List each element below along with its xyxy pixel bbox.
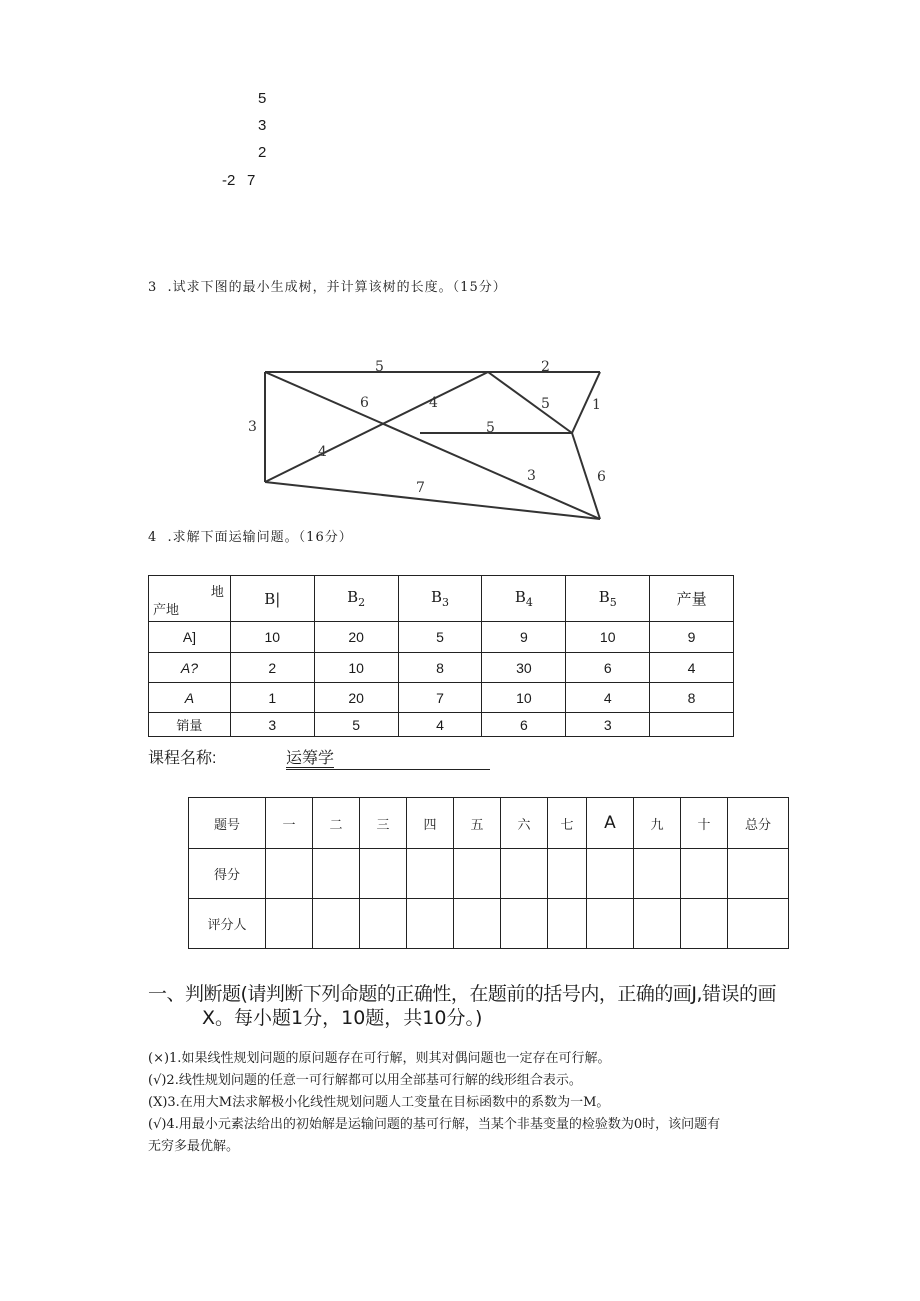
table-cell: 1 <box>230 683 314 713</box>
score-header-total: 总分 <box>728 798 789 849</box>
score-header-cell: 五 <box>454 798 501 849</box>
table-cell: 3 <box>566 713 650 737</box>
table-cell: 7 <box>398 683 482 713</box>
score-header-cell: 一 <box>266 798 313 849</box>
number-3: 3 <box>258 117 267 134</box>
table-row <box>149 653 734 683</box>
answer-item: (√)2.线性规划问题的任意一可行解都可以用全部基可行解的线形组合表示。 <box>148 1073 582 1088</box>
edge-label-upper-tri: 4 <box>429 395 438 411</box>
score-header-cell: 三 <box>360 798 407 849</box>
edge-bottom <box>265 482 600 519</box>
course-label: 课程名称: <box>148 750 217 767</box>
table-cell: 4 <box>650 653 734 683</box>
course-value: 运筹学 <box>286 745 490 770</box>
score-header-cell: 九 <box>634 798 681 849</box>
edge-label-left: 3 <box>248 419 257 435</box>
corner-top-label: 地 <box>210 584 224 599</box>
table-cell: 5 <box>398 622 482 653</box>
edge-label-diag-down: 6 <box>360 395 369 411</box>
score-header-cell: 六 <box>501 798 548 849</box>
table-cell: 9 <box>482 622 566 653</box>
table-cell: 5 <box>314 713 398 737</box>
score-row-label: 评分人 <box>189 899 266 949</box>
score-header-cell: 十 <box>681 798 728 849</box>
section-1-heading-line2: X。每小题1分，10题，共10分。) <box>202 1007 483 1029</box>
score-row <box>189 849 789 899</box>
row-label: 销量 <box>149 713 231 737</box>
score-header-cell: 四 <box>407 798 454 849</box>
header-b5: $B_5$ <box>566 576 650 622</box>
table-cell <box>650 713 734 737</box>
table-cell: 4 <box>566 683 650 713</box>
table-cell: 6 <box>482 713 566 737</box>
answer-item: (X)3.在用大M法求解极小化线性规划问题人工变量在目标函数中的系数为一M。 <box>148 1095 610 1110</box>
table-cell: 8 <box>650 683 734 713</box>
header-b1: B| <box>230 576 314 622</box>
corner-cell <box>149 576 231 622</box>
transport-table <box>148 575 734 737</box>
table-cell: 10 <box>482 683 566 713</box>
question-4-text: 4 .求解下面运输问题。（16分） <box>148 530 353 545</box>
section-1-heading-line1: 一、判断题(请判断下列命题的正确性，在题前的括号内，正确的画J,错误的画 <box>148 983 777 1005</box>
table-cell: 6 <box>566 653 650 683</box>
table-cell: 4 <box>398 713 482 737</box>
number-2: 2 <box>258 144 267 161</box>
edge-label-lower-diag: 3 <box>527 468 536 484</box>
answer-list <box>148 1048 838 1158</box>
edge-label-top-left: 5 <box>375 359 384 375</box>
number-neg2: -2 <box>222 172 236 189</box>
table-row <box>149 683 734 713</box>
edge-label-middle: 5 <box>486 420 495 436</box>
table-row <box>149 713 734 737</box>
table-cell: 9 <box>650 622 734 653</box>
table-cell: 20 <box>314 683 398 713</box>
score-row-label: 得分 <box>189 849 266 899</box>
score-row <box>189 899 789 949</box>
edge-label-inner-right: 5 <box>541 396 550 412</box>
number-5: 5 <box>258 90 267 107</box>
row-label: A] <box>149 622 231 653</box>
table-cell: 10 <box>566 622 650 653</box>
edge-label-right-long: 6 <box>597 469 606 485</box>
table-cell: 3 <box>230 713 314 737</box>
header-b2: $B_2$ <box>314 576 398 622</box>
table-cell: 10 <box>314 653 398 683</box>
header-b4: $B_4$ <box>482 576 566 622</box>
table-cell: 10 <box>230 622 314 653</box>
table-header-row <box>149 576 734 622</box>
edge-label-right-short: 1 <box>592 397 601 413</box>
score-table <box>188 797 789 949</box>
answer-item-continued: 无穷多最优解。 <box>148 1139 240 1154</box>
header-supply: 产量 <box>650 576 734 622</box>
table-cell: 2 <box>230 653 314 683</box>
header-b3: $B_3$ <box>398 576 482 622</box>
table-row <box>149 622 734 653</box>
number-7: 7 <box>247 172 256 189</box>
table-cell: 30 <box>482 653 566 683</box>
corner-bottom-label: 产地 <box>153 602 180 617</box>
answer-item: (√)4.用最小元素法给出的初始解是运输问题的基可行解，当某个非基变量的检验数为0时，该问题有 <box>148 1117 721 1132</box>
row-label: A? <box>149 653 231 683</box>
score-header-row <box>189 798 789 849</box>
edge-label-top-right: 2 <box>541 359 550 375</box>
edge-inner-right <box>488 372 572 433</box>
answer-item: (×)1.如果线性规划问题的原问题存在可行解，则其对偶问题也一定存在可行解。 <box>148 1051 611 1066</box>
score-header-label: 题号 <box>189 798 266 849</box>
score-header-cell: A <box>587 798 634 849</box>
edge-diag-up <box>265 372 488 482</box>
table-cell: 20 <box>314 622 398 653</box>
row-label: A <box>149 683 231 713</box>
edge-label-bottom: 7 <box>416 480 425 496</box>
question-3-text: 3 .试求下图的最小生成树，并计算该树的长度。（15分） <box>148 280 507 295</box>
score-header-cell: 七 <box>548 798 587 849</box>
edge-right-long <box>572 433 600 519</box>
score-header-cell: 二 <box>313 798 360 849</box>
table-cell: 8 <box>398 653 482 683</box>
edge-label-diag-up: 4 <box>318 444 327 460</box>
